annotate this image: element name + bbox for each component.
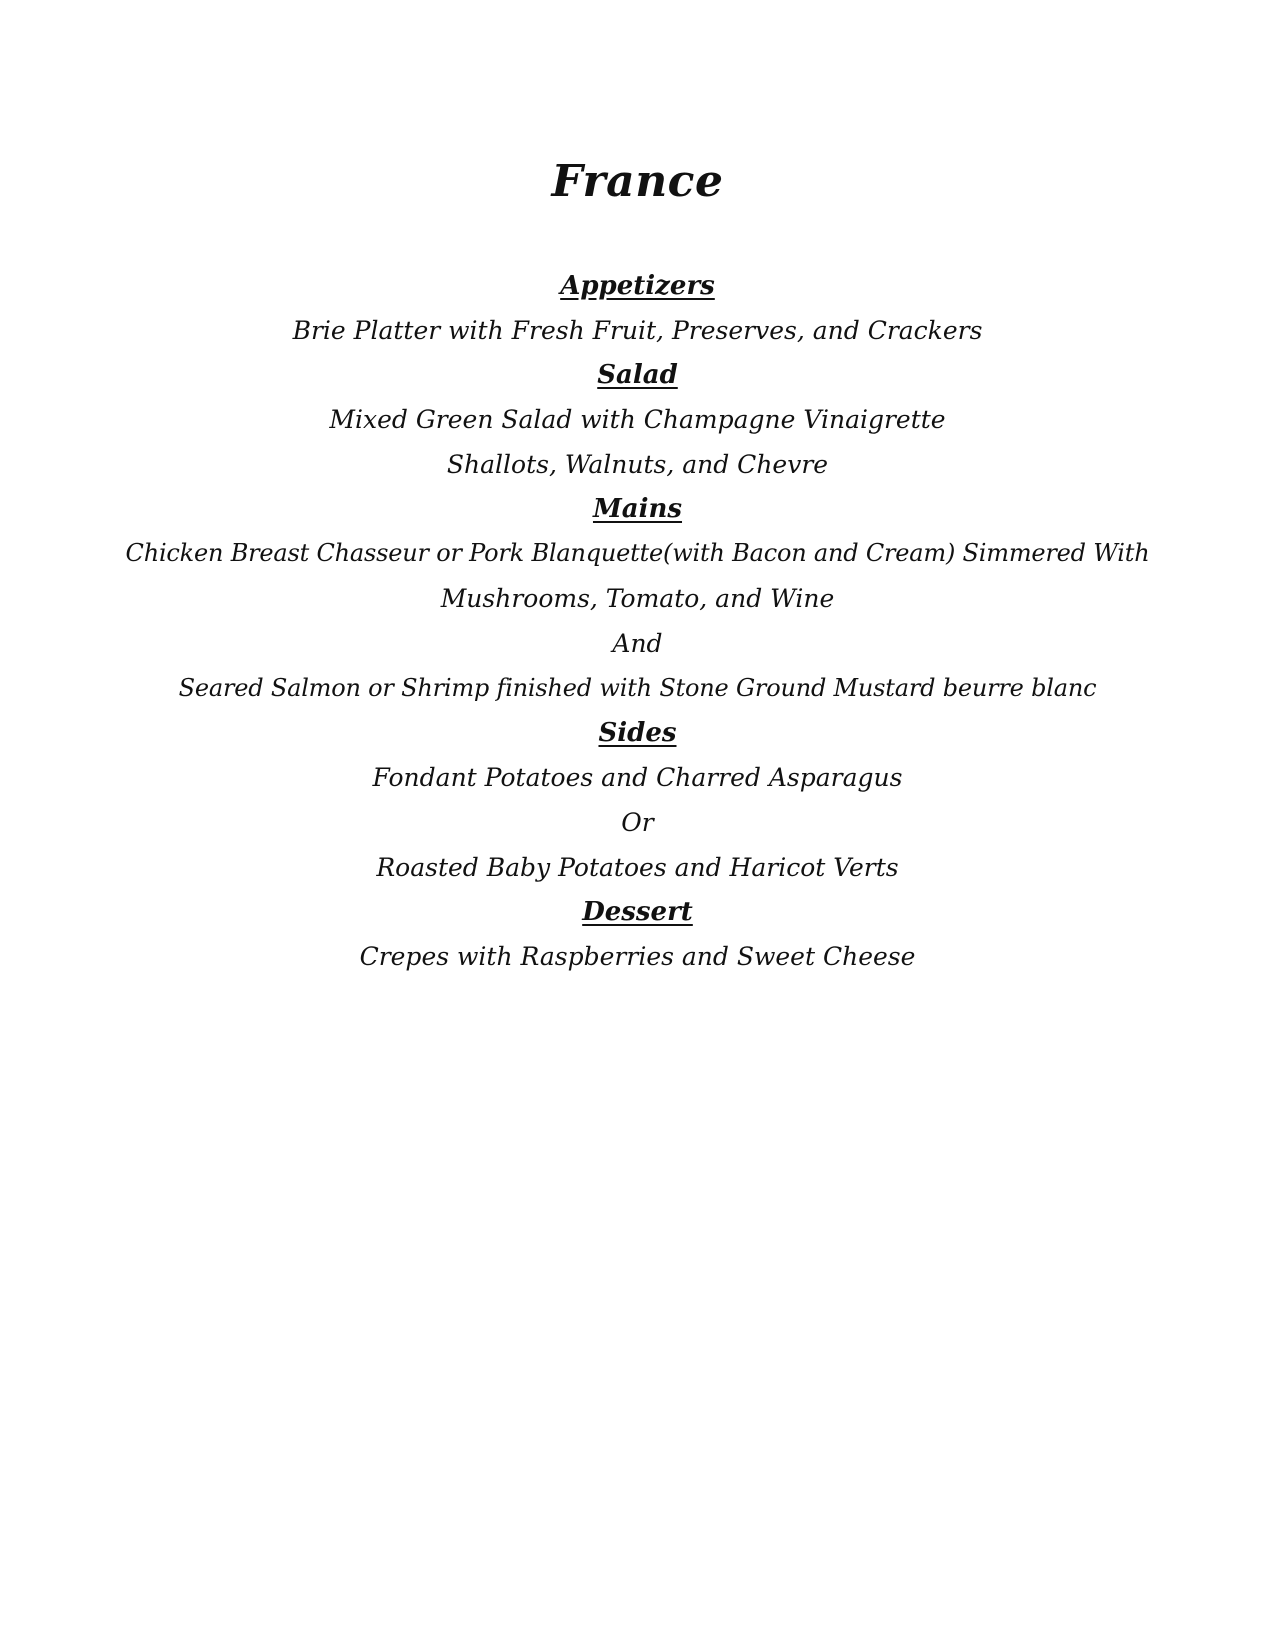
section-heading-sides: Sides [598,718,677,748]
menu-sections [0,264,1275,979]
section-heading-salad: Salad [597,360,678,390]
menu-title: France [551,156,724,207]
salad-item: Shallots, Walnuts, and Chevre [446,450,829,479]
mains-item: Seared Salmon or Shrimp finished with Stone Ground Mustard beurre blanc [178,674,1097,702]
section-heading-dessert: Dessert [582,897,693,927]
section-heading-appetizers: Appetizers [560,271,715,301]
dessert-item: Crepes with Raspberries and Sweet Cheese [359,942,916,971]
sides-item: Roasted Baby Potatoes and Haricot Verts [376,853,899,882]
section-heading-mains: Mains [592,494,683,524]
sides-item: Fondant Potatoes and Charred Asparagus [372,763,903,792]
mains-item: Chicken Breast Chasseur or Pork Blanquette(with Bacon and Cream) Simmered With [125,539,1150,567]
mains-connector: And [612,629,663,658]
salad-item: Mixed Green Salad with Champagne Vinaigrette [329,405,946,434]
appetizer-item: Brie Platter with Fresh Fruit, Preserves, and Crackers [292,316,983,345]
sides-connector: Or [621,808,654,837]
mains-item: Mushrooms, Tomato, and Wine [440,584,835,613]
menu-content [0,150,1275,979]
